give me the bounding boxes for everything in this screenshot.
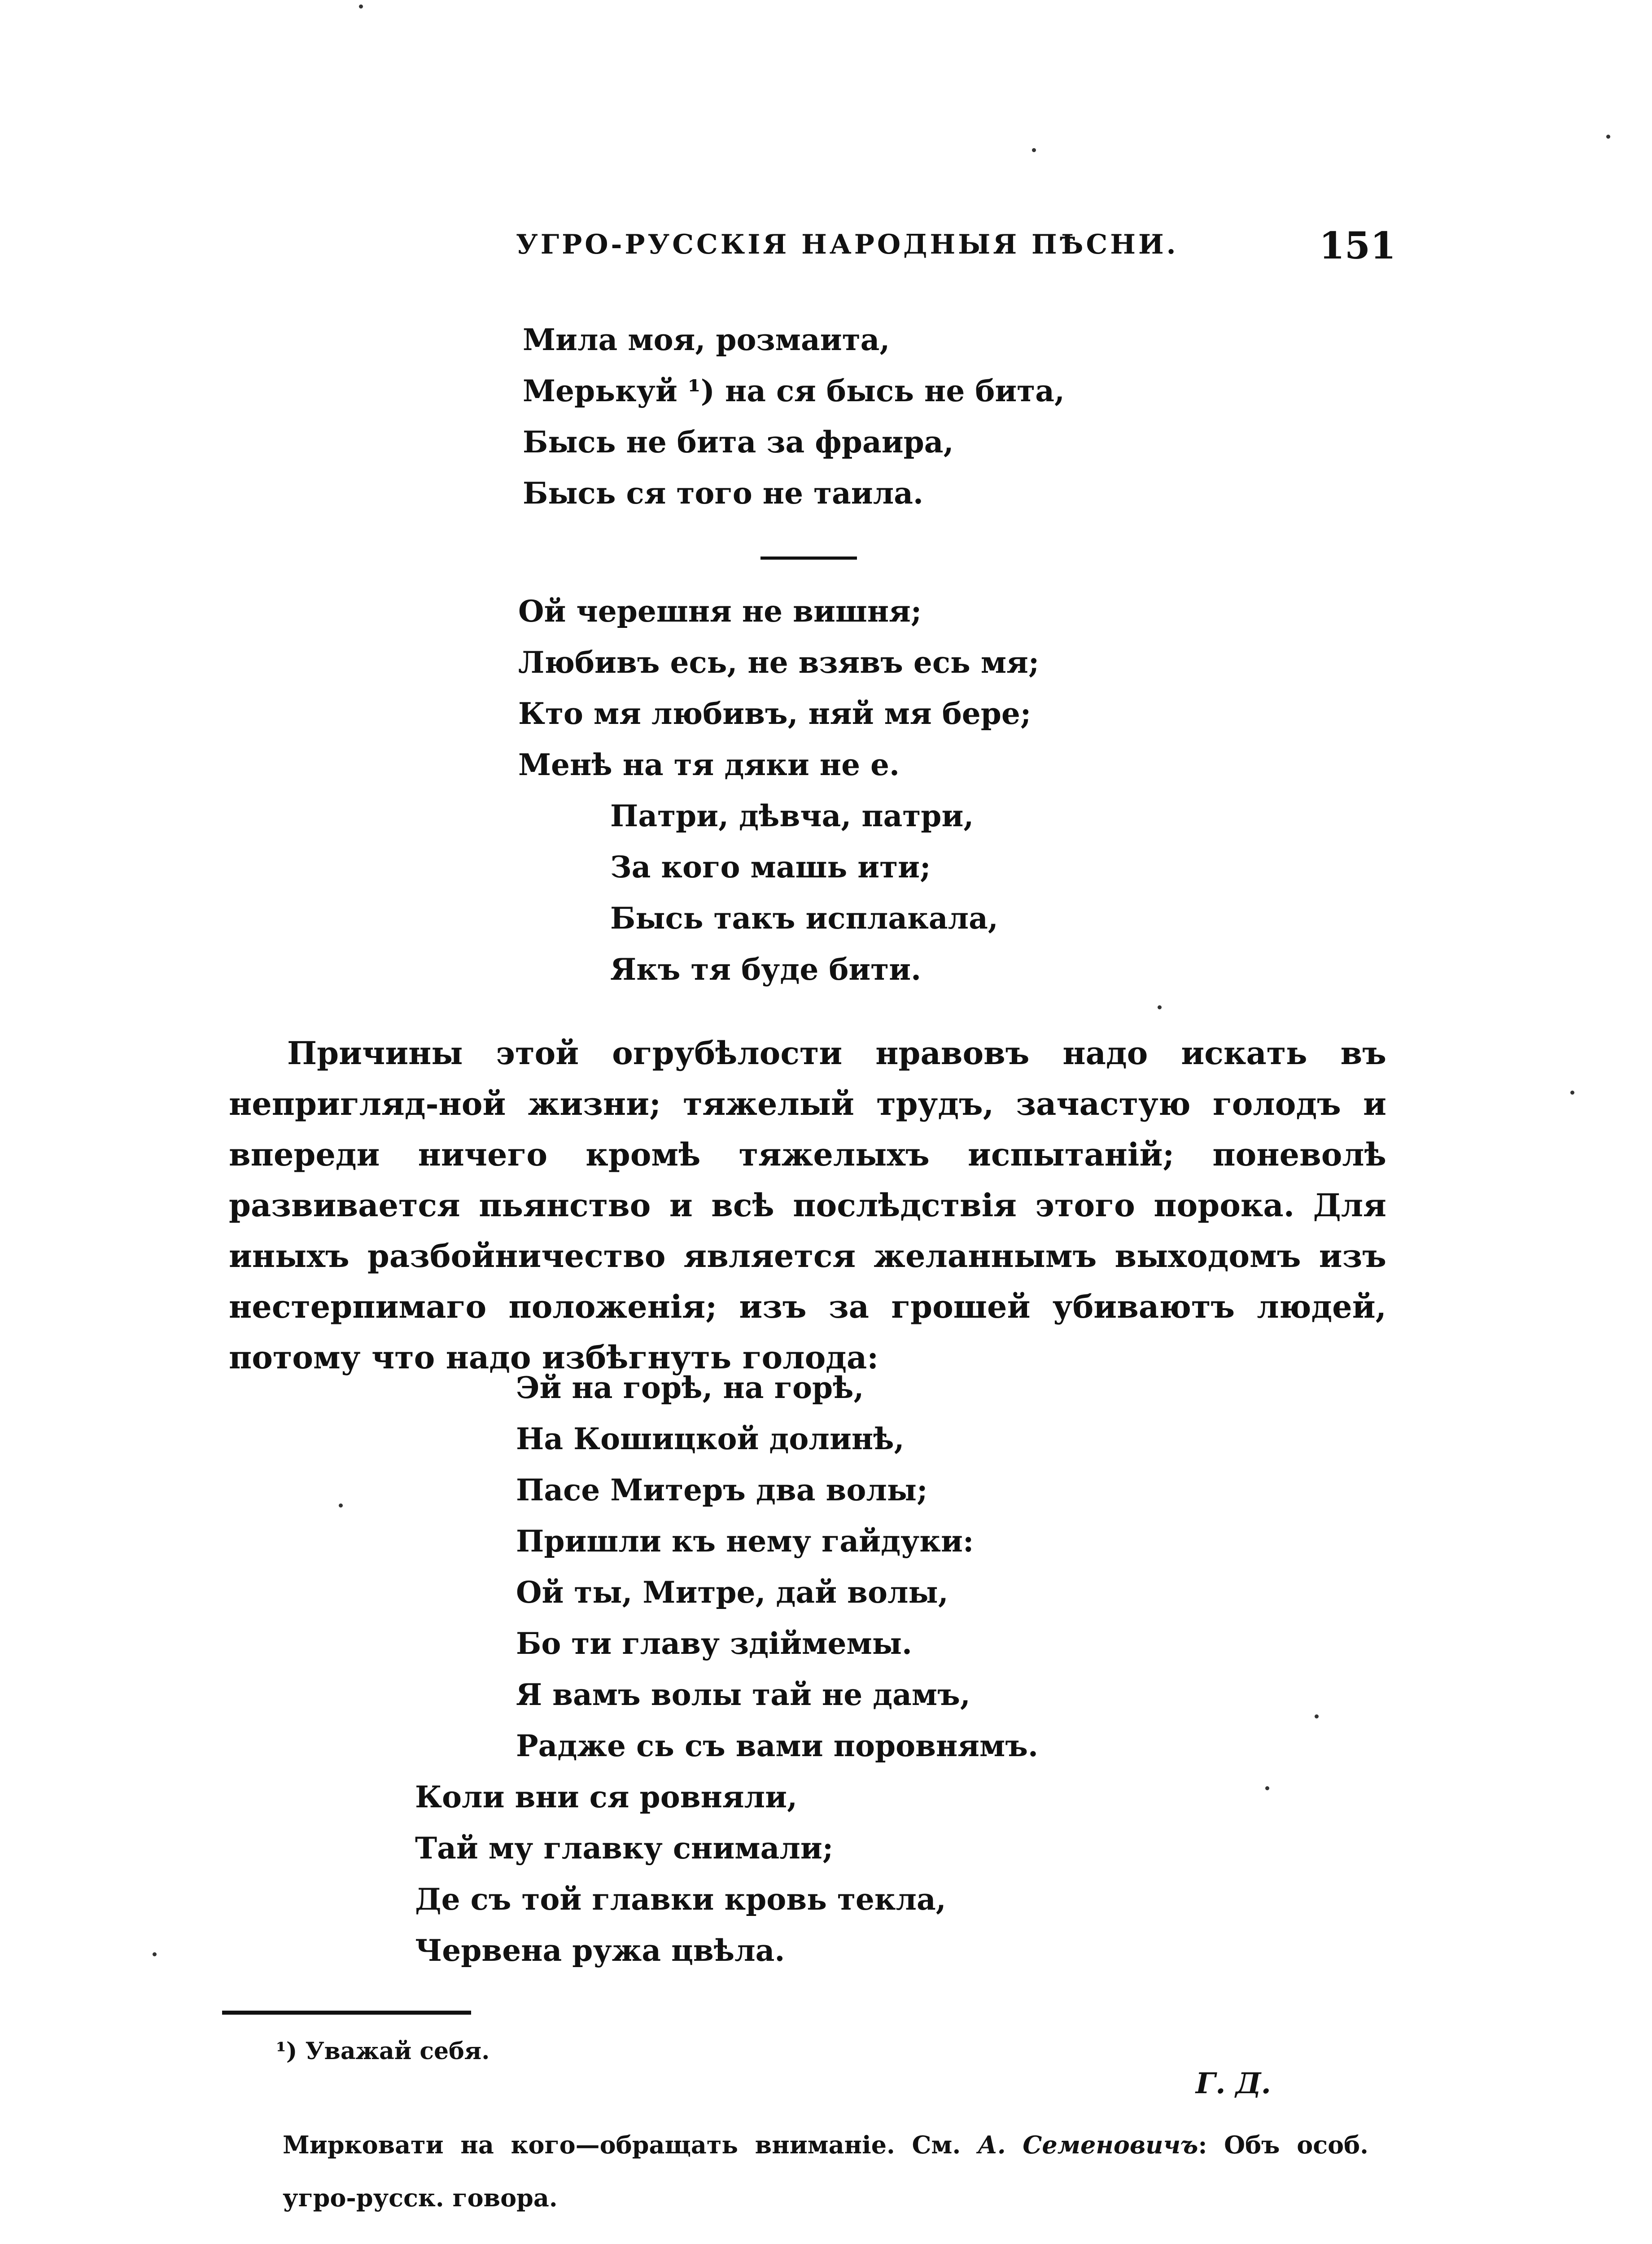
verse-line: Ой черешня не вишня; — [518, 594, 922, 629]
note-author: А. Семеновичъ — [977, 2130, 1198, 2159]
verse-line: Тай му главку снимали; — [415, 1831, 834, 1866]
verse-line: Эй на горѣ, на горѣ, — [516, 1370, 864, 1405]
scan-speck — [153, 1952, 157, 1956]
running-header: УГРО-РУССКІЯ НАРОДНЫЯ ПѢСНИ. — [516, 229, 1179, 260]
scan-speck — [359, 4, 363, 9]
verse-line: Пришли къ нему гайдуки: — [516, 1524, 974, 1559]
verse-line: Менѣ на тя дяки не е. — [518, 747, 900, 782]
scan-speck — [1570, 1091, 1574, 1095]
footnote-rule — [222, 2011, 471, 2015]
verse-stanza-3 — [415, 1362, 1038, 1976]
prose-paragraph: Причины этой огрубѣлости нравовъ надо искать въ непригляд-ной жизни; тяжелый трудъ, зачастую голодъ и впереди ничего кромѣ тяжелыхъ испытаній; поневолѣ развивается пьянство и всѣ послѣдствія этого порока. Для иныхъ разбойничество является желаннымъ выходомъ изъ нестерпимаго положенія; изъ за грошей убиваютъ людей, потому что надо избѣгнуть голода: — [229, 1034, 1386, 1376]
signature-initials: Г. Д. — [1196, 2067, 1271, 2100]
scan-speck — [1315, 1714, 1319, 1718]
verse-line: Кто мя любивъ, няй мя бере; — [518, 696, 1031, 731]
note-text: Мирковати на кого—обращать вниманіе. См. — [283, 2130, 961, 2159]
scan-speck — [339, 1503, 343, 1508]
verse-line: Мерькуй ¹) на ся бысь не бита, — [523, 373, 1065, 408]
section-divider — [760, 557, 857, 560]
scan-speck — [1606, 135, 1610, 139]
verse-line: Бысь ся того не таила. — [523, 476, 923, 511]
verse-line: Бысь не бита за фраира, — [523, 425, 954, 460]
scan-speck — [1265, 1786, 1269, 1790]
footnote: ¹) Уважай себя. — [276, 2038, 490, 2065]
verse-line: Якъ тя буде бити. — [610, 952, 922, 987]
verse-line: На Кошицкой долинѣ, — [516, 1421, 905, 1456]
verse-line: Любивъ есь, не взявъ есь мя; — [518, 645, 1040, 680]
verse-line: Коли вни ся ровняли, — [415, 1779, 798, 1814]
page-number: 151 — [1319, 224, 1396, 267]
verse-line: Я вамъ волы тай не дамъ, — [516, 1677, 970, 1712]
scan-speck — [1032, 148, 1036, 152]
verse-stanza-1 — [523, 314, 1065, 519]
verse-line: Ой ты, Митре, дай волы, — [516, 1575, 948, 1610]
editorial-note — [283, 2118, 1368, 2224]
verse-stanza-2 — [518, 586, 1039, 995]
verse-line: Патри, дѣвча, патри, — [610, 798, 974, 833]
scan-speck — [1158, 1005, 1162, 1009]
verse-line: Червена ружа цвѣла. — [415, 1933, 785, 1968]
verse-line: За кого машь ити; — [610, 850, 931, 885]
verse-line: Пасе Митеръ два волы; — [516, 1473, 928, 1508]
verse-line: Бысь такъ исплакала, — [610, 901, 998, 936]
verse-line: Радже сь съ вами поровнямъ. — [516, 1728, 1038, 1763]
verse-line: Де съ той главки кровь текла, — [415, 1882, 946, 1917]
verse-line: Бо ти главу здіймемы. — [516, 1626, 912, 1661]
verse-line: Мила моя, розмаита, — [523, 322, 890, 357]
note-text-continued: : Объ особ. угро-русск. говора. — [283, 2130, 1368, 2212]
